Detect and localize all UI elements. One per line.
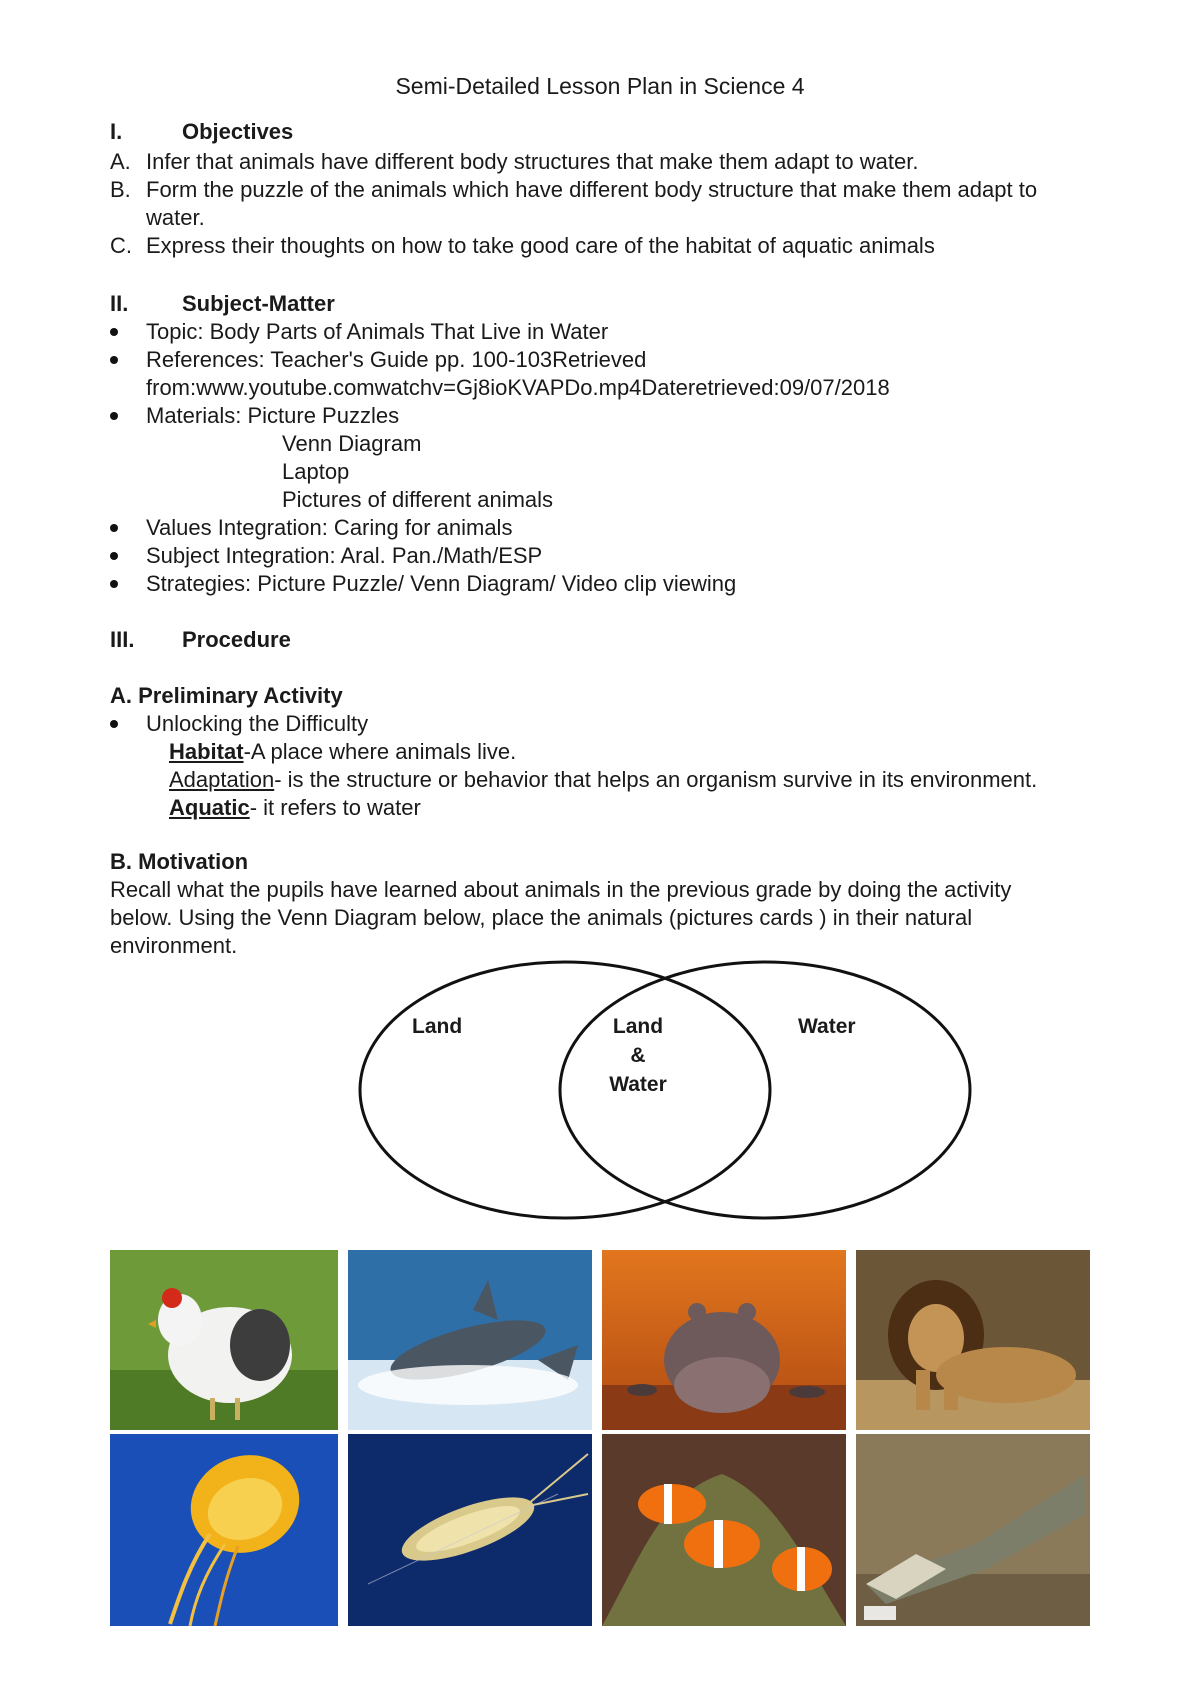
references-line2: from:www.youtube.comwatchv=Gj8ioKVAPDo.mp4Dateretrieved:09/07/2018 [146,375,890,400]
bullet-dot [110,720,118,728]
venn-label-ampersand: & [630,1044,646,1067]
shrimp-photo [348,1434,592,1626]
material-pictures: Pictures of different animals [282,487,554,512]
term-habitat-definition: -A place where animals live. [243,739,517,764]
objective-a: Infer that animals have different body structures that make them adapt to water. [146,149,919,174]
values-integration-item: Values Integration: Caring for animals [146,515,513,540]
hippo-photo [602,1250,846,1430]
section-number-objectives: I. [110,119,123,144]
term-adaptation-row [169,766,1037,794]
crocodile-photo [856,1434,1090,1626]
venn-label-land-middle: Land [612,1015,664,1038]
dolphin-photo [348,1250,592,1430]
chicken-photo [110,1250,338,1430]
section-heading-procedure: Procedure [182,627,291,652]
unlocking-difficulty-item: Unlocking the Difficulty [146,711,369,736]
section-heading-objectives: Objectives [182,119,294,144]
term-aquatic-definition: - it refers to water [249,795,421,820]
objective-b-line2: water. [146,205,205,230]
jellyfish-photo [110,1434,338,1626]
topic-item: Topic: Body Parts of Animals That Live in Water [146,319,609,344]
bullet-dot [110,328,118,336]
preliminary-heading: A. Preliminary Activity [110,683,343,708]
venn-label-water: Water [798,1015,856,1038]
venn-circle-land [360,962,770,1218]
term-aquatic: Aquatic [169,795,250,820]
term-aquatic-row [169,794,421,822]
motivation-text-line1: Recall what the pupils have learned about animals in the previous grade by doing the activity [110,877,1012,902]
material-laptop: Laptop [282,459,350,484]
motivation-text-line2: below. Using the Venn Diagram below, place the animals (pictures cards ) in their natural [110,905,973,930]
objective-letter-a: A. [110,149,131,174]
materials-item: Materials: Picture Puzzles [146,403,400,428]
motivation-text-line3: environment. [110,933,238,958]
section-number-subject-matter: II. [110,291,129,316]
motivation-heading: B. Motivation [110,849,249,874]
objective-c: Express their thoughts on how to take good care of the habitat of aquatic animals [146,233,935,258]
term-habitat: Habitat [169,739,244,764]
venn-label-land: Land [412,1015,463,1038]
section-heading-subject-matter: Subject-Matter [182,291,335,316]
clownfish-photo [602,1434,846,1626]
bullet-dot [110,356,118,364]
page-title: Semi-Detailed Lesson Plan in Science 4 [395,73,805,99]
section-number-procedure: III. [110,627,135,652]
objective-letter-c: C. [110,233,132,258]
references-line1: References: Teacher's Guide pp. 100-103Retrieved [146,347,647,372]
bullet-dot [110,552,118,560]
strategies-item: Strategies: Picture Puzzle/ Venn Diagram/ Video clip viewing [146,571,737,596]
objective-letter-b: B. [110,177,131,202]
bullet-dot [110,412,118,420]
subject-integration-item: Subject Integration: Aral. Pan./Math/ESP [146,543,543,568]
material-venn-diagram: Venn Diagram [282,431,422,456]
term-habitat-row [169,738,516,766]
venn-label-water-middle: Water [609,1073,667,1096]
term-adaptation: Adaptation [169,767,275,792]
objective-b-line1: Form the puzzle of the animals which have different body structure that make them adapt to [146,177,1038,202]
lion-photo [856,1250,1090,1430]
bullet-dot [110,580,118,588]
term-adaptation-definition: - is the structure or behavior that helps an organism survive in its environment. [274,767,1038,792]
bullet-dot [110,524,118,532]
